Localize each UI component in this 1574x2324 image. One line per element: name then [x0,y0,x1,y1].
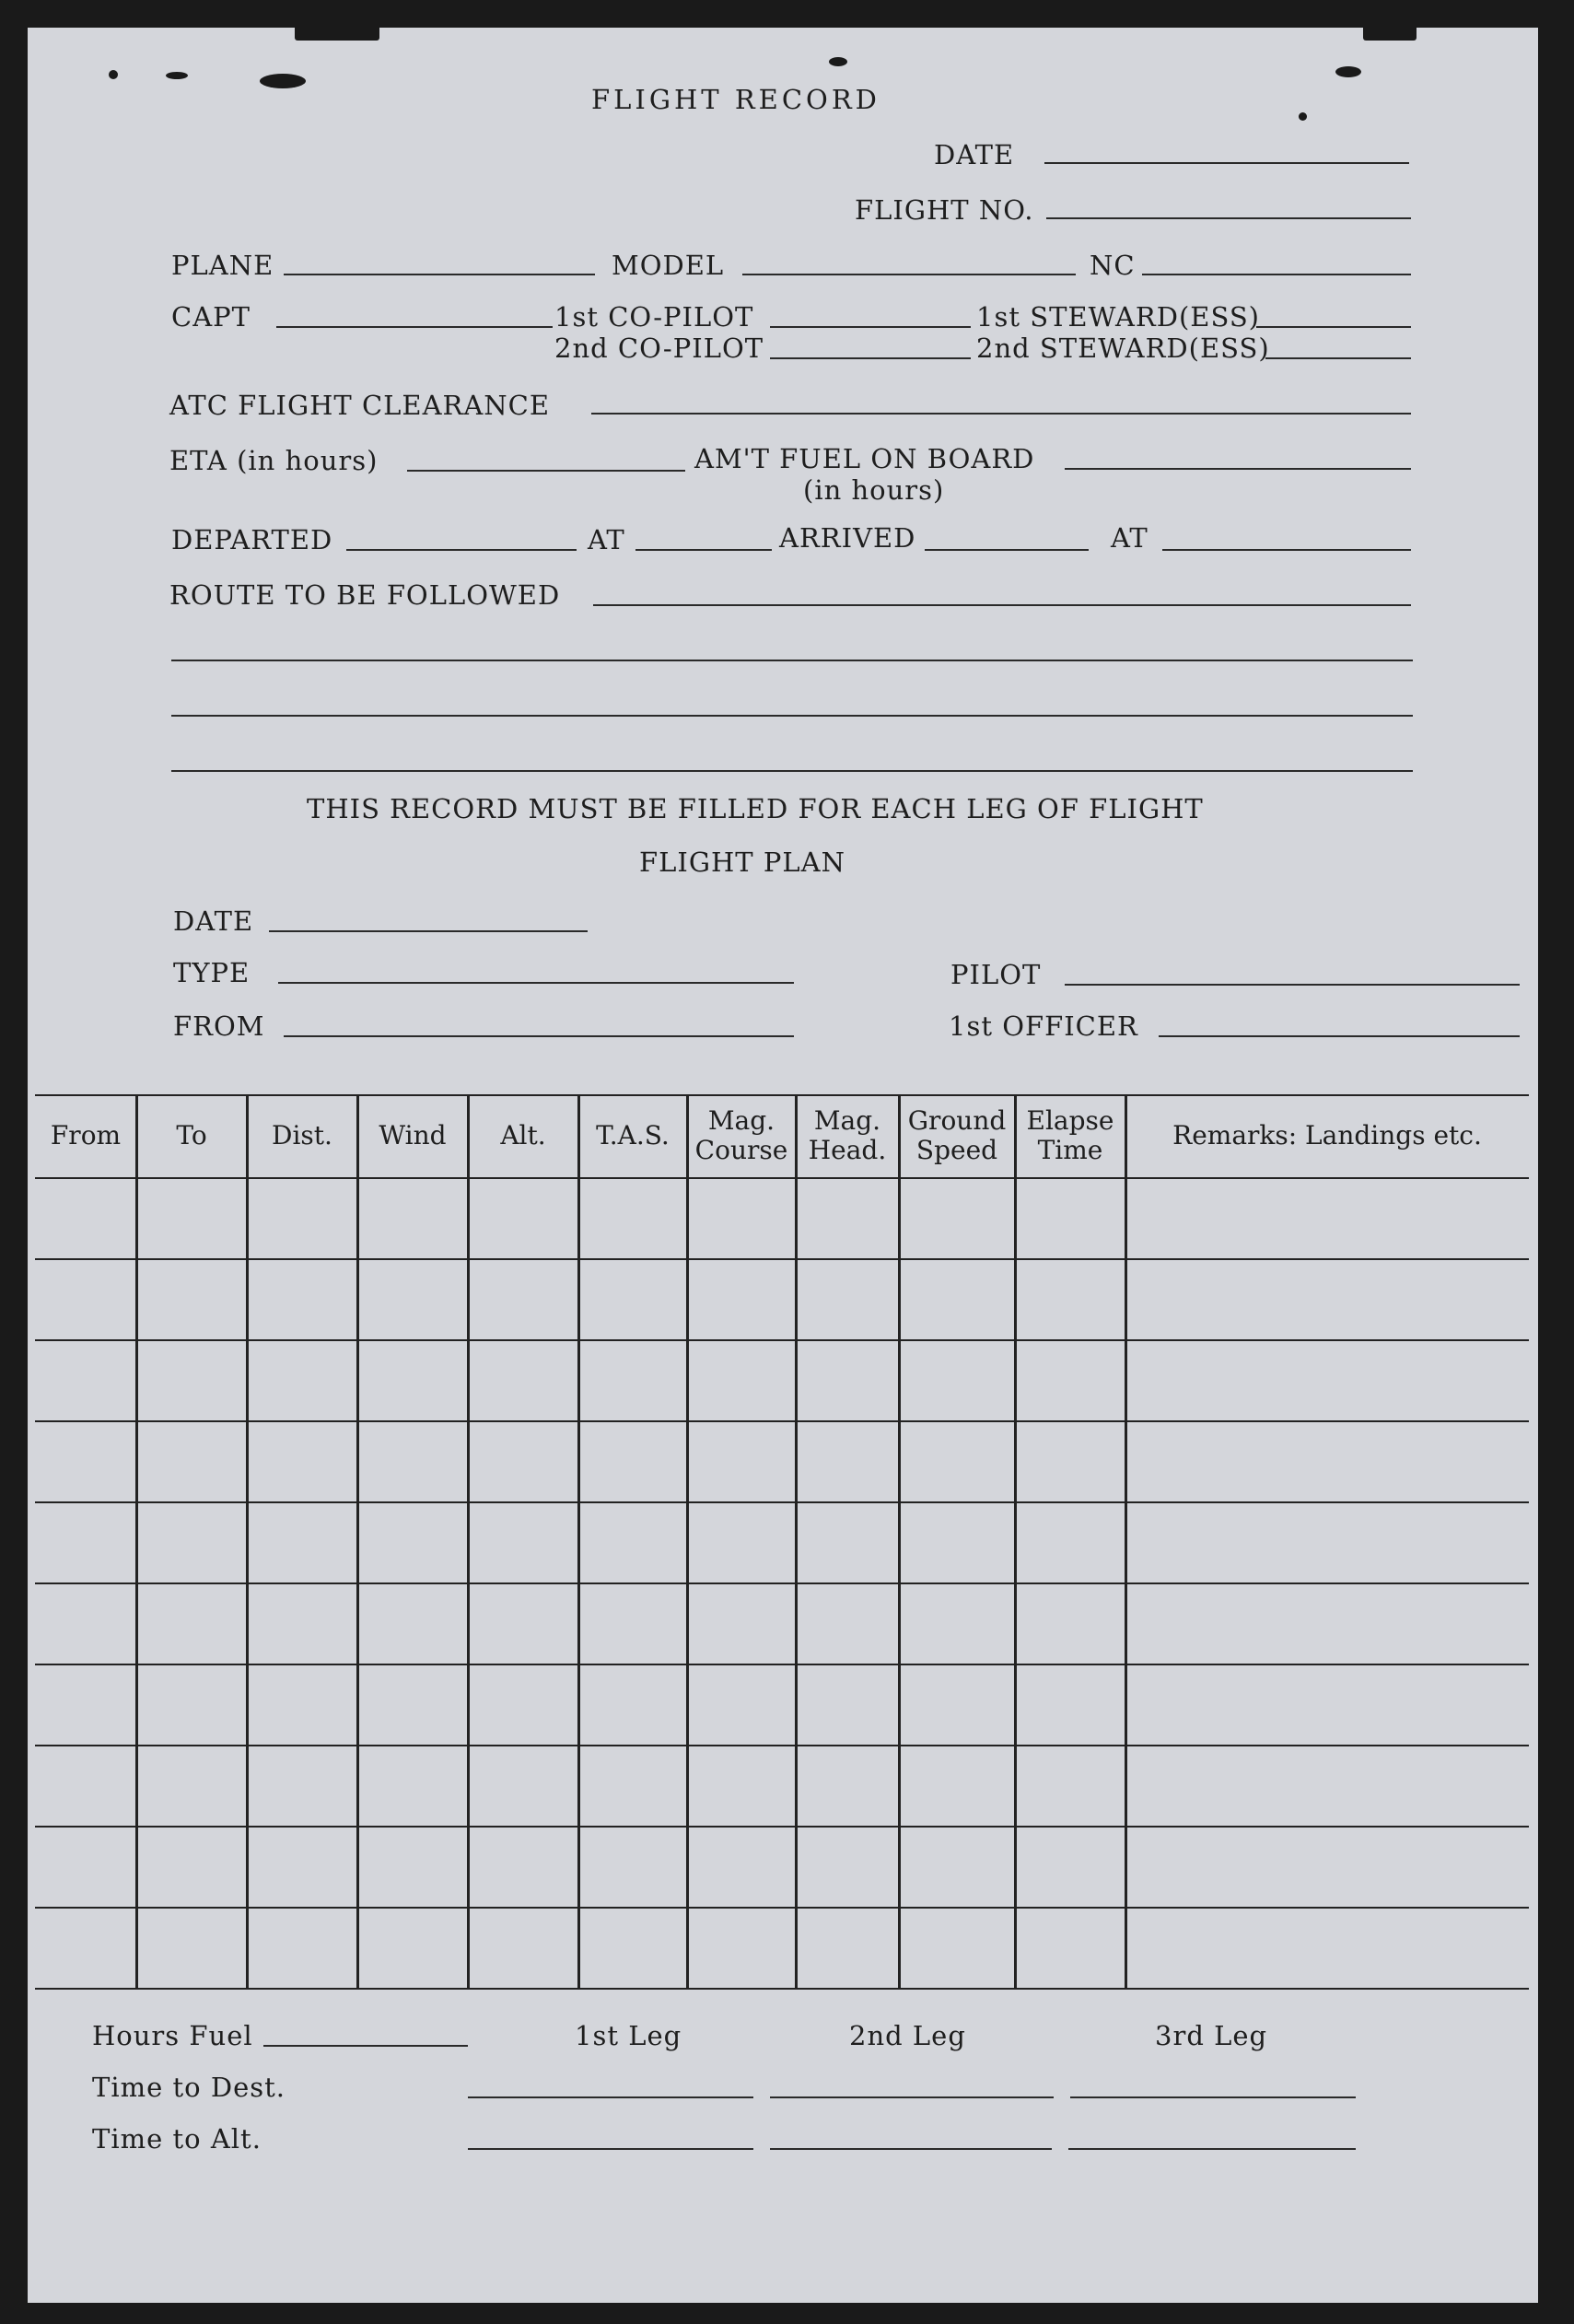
table-cell[interactable] [138,1260,245,1337]
table-cell[interactable] [470,1665,577,1743]
plan-type-label: TYPE [173,957,251,988]
table-cell[interactable] [689,1422,794,1500]
table-cell[interactable] [1017,1584,1124,1662]
table-cell[interactable] [798,1584,897,1662]
table-cell[interactable] [580,1584,685,1662]
time-to-dest-leg-2-field[interactable] [770,2096,1054,2098]
plan-date-label: DATE [173,905,254,937]
time-to-alt-leg-2-field[interactable] [770,2148,1052,2150]
table-cell[interactable] [470,1503,577,1581]
table-cell[interactable] [359,1909,466,1986]
form-page [28,28,1538,2303]
table-cell[interactable] [138,1665,245,1743]
table-cell[interactable] [138,1179,245,1256]
table-cell[interactable] [1127,1828,1527,1905]
table-cell[interactable] [359,1828,466,1905]
co-pilot-2-field[interactable] [770,357,971,359]
table-cell[interactable] [359,1503,466,1581]
table-cell[interactable] [37,1909,134,1986]
plan-pilot-label: PILOT [950,959,1042,990]
table-cell[interactable] [470,1422,577,1500]
table-cell[interactable] [901,1828,1013,1905]
table-cell[interactable] [138,1503,245,1581]
co-pilot-1-field[interactable] [770,326,971,328]
flight-plan-title: FLIGHT PLAN [639,847,845,878]
ink-blot [109,70,118,79]
table-cell[interactable] [901,1665,1013,1743]
steward-2-field[interactable] [1265,357,1411,359]
fuel-on-board-label: AM'T FUEL ON BOARD [694,443,1035,474]
plan-pilot-field[interactable] [1065,984,1520,986]
table-cell[interactable] [689,1260,794,1337]
steward-1-field[interactable] [1256,326,1411,328]
plan-from-field[interactable] [284,1035,794,1037]
table-cell[interactable] [580,1909,685,1986]
arrived-field[interactable] [925,549,1089,551]
co-pilot-2-label: 2nd CO-PILOT [554,333,764,364]
table-cell[interactable] [1017,1179,1124,1256]
table-cell[interactable] [37,1422,134,1500]
plan-date-field[interactable] [269,930,588,932]
table-cell[interactable] [689,1665,794,1743]
table-cell[interactable] [580,1746,685,1824]
table-cell[interactable] [1017,1341,1124,1419]
table-cell[interactable] [580,1665,685,1743]
table-header-cell: T.A.S. [596,1119,670,1150]
time-to-alt-leg-3-field[interactable] [1068,2148,1356,2150]
table-cell[interactable] [1127,1746,1527,1824]
fuel-on-board-field[interactable] [1065,468,1411,470]
table-cell[interactable] [138,1422,245,1500]
departed-at-field[interactable] [635,549,772,551]
table-cell[interactable] [580,1422,685,1500]
ink-blot [1335,66,1361,77]
table-cell[interactable] [37,1341,134,1419]
table-cell[interactable] [1127,1422,1527,1500]
table-cell[interactable] [901,1584,1013,1662]
table-cell[interactable] [1017,1909,1124,1986]
table-header-cell: Dist. [272,1119,332,1150]
table-cell[interactable] [37,1746,134,1824]
table-cell[interactable] [138,1828,245,1905]
table-cell[interactable] [580,1260,685,1337]
plan-from-label: FROM [173,1010,265,1042]
table-cell[interactable] [249,1665,356,1743]
table-cell[interactable] [1127,1503,1527,1581]
table-cell[interactable] [798,1665,897,1743]
table-cell[interactable] [901,1909,1013,1986]
hours-fuel-label: Hours Fuel [92,2020,253,2051]
route-field[interactable] [593,604,1411,606]
date-field[interactable] [1044,162,1409,164]
steward-1-label: 1st STEWARD(ESS) [976,301,1260,333]
table-cell[interactable] [689,1584,794,1662]
table-header-cell: Ground Speed [907,1104,1007,1165]
table-cell[interactable] [37,1503,134,1581]
leg-3-label: 3rd Leg [1155,2020,1268,2051]
table-cell[interactable] [470,1260,577,1337]
atc-clearance-label: ATC FLIGHT CLEARANCE [169,390,551,421]
departed-field[interactable] [346,549,577,551]
table-cell[interactable] [470,1584,577,1662]
table-cell[interactable] [901,1341,1013,1419]
departed-label: DEPARTED [171,524,333,555]
route-field-line[interactable] [171,660,1413,661]
ink-blot [829,57,847,66]
table-cell[interactable] [689,1909,794,1986]
leg-2-label: 2nd Leg [849,2020,966,2051]
time-to-alt-leg-1-field[interactable] [468,2148,753,2150]
table-cell[interactable] [901,1179,1013,1256]
plan-officer-label: 1st OFFICER [949,1010,1138,1042]
table-cell[interactable] [1017,1746,1124,1824]
plan-type-field[interactable] [278,982,794,984]
table-cell[interactable] [37,1179,134,1256]
table-cell[interactable] [1127,1909,1527,1986]
table-cell[interactable] [1127,1584,1527,1662]
table-header-cell: To [176,1119,207,1150]
table-cell[interactable] [359,1665,466,1743]
table-cell[interactable] [1017,1422,1124,1500]
plane-label: PLANE [171,250,274,281]
table-cell[interactable] [901,1746,1013,1824]
table-header-cell: From [50,1119,122,1150]
table-cell[interactable] [138,1909,245,1986]
table-cell[interactable] [1017,1260,1124,1337]
eta-label: ETA (in hours) [169,445,379,476]
time-to-dest-leg-1-field[interactable] [468,2096,753,2098]
hours-fuel-field[interactable] [263,2045,468,2047]
table-cell[interactable] [798,1341,897,1419]
table-cell[interactable] [798,1503,897,1581]
table-cell[interactable] [689,1503,794,1581]
plane-field[interactable] [284,274,595,275]
table-header-cell: Remarks: Landings etc. [1172,1119,1482,1150]
plan-officer-field[interactable] [1159,1035,1520,1037]
table-cell[interactable] [249,1746,356,1824]
table-cell[interactable] [1017,1503,1124,1581]
table-cell[interactable] [37,1584,134,1662]
eta-field[interactable] [407,470,685,472]
table-header-cell: Mag. Head. [808,1104,887,1165]
date-label: DATE [934,139,1015,170]
model-label: MODEL [612,250,725,281]
table-cell[interactable] [359,1260,466,1337]
table-cell[interactable] [359,1584,466,1662]
nc-label: NC [1090,250,1136,281]
ink-blot [1363,28,1417,41]
table-cell[interactable] [37,1665,134,1743]
capt-label: CAPT [171,301,251,333]
table-cell[interactable] [1017,1828,1124,1905]
table-cell[interactable] [1017,1665,1124,1743]
table-cell[interactable] [138,1584,245,1662]
departed-at-label: AT [588,524,625,555]
arrived-at-field[interactable] [1162,549,1411,551]
table-cell[interactable] [470,1909,577,1986]
ink-blot [260,74,306,88]
table-cell[interactable] [901,1260,1013,1337]
table-cell[interactable] [359,1179,466,1256]
table-cell[interactable] [689,1746,794,1824]
time-to-dest-label: Time to Dest. [92,2072,286,2103]
table-cell[interactable] [901,1503,1013,1581]
table-cell[interactable] [470,1828,577,1905]
table-cell[interactable] [1127,1179,1527,1256]
arrived-at-label: AT [1111,522,1148,554]
route-label: ROUTE TO BE FOLLOWED [169,579,561,611]
table-cell[interactable] [798,1260,897,1337]
table-cell[interactable] [359,1341,466,1419]
table-cell[interactable] [359,1746,466,1824]
co-pilot-1-label: 1st CO-PILOT [554,301,754,333]
ink-blot [1299,112,1307,121]
form-title: FLIGHT RECORD [591,84,880,115]
atc-clearance-field[interactable] [591,413,1411,415]
table-cell[interactable] [37,1828,134,1905]
table-cell[interactable] [1127,1341,1527,1419]
steward-2-label: 2nd STEWARD(ESS) [976,333,1270,364]
table-header-cell: Wind [379,1119,447,1150]
table-cell[interactable] [580,1503,685,1581]
fuel-unit-label: (in hours) [803,474,945,506]
ink-blot [166,72,188,79]
table-cell[interactable] [798,1909,897,1986]
table-cell[interactable] [249,1341,356,1419]
table-cell[interactable] [359,1422,466,1500]
table-cell[interactable] [689,1179,794,1256]
flight-no-label: FLIGHT NO. [855,194,1034,226]
table-cell[interactable] [37,1260,134,1337]
capt-field[interactable] [276,326,553,328]
table-cell[interactable] [249,1422,356,1500]
route-field-line[interactable] [171,770,1413,772]
table-cell[interactable] [1127,1665,1527,1743]
time-to-dest-leg-3-field[interactable] [1070,2096,1356,2098]
table-cell[interactable] [249,1179,356,1256]
leg-1-label: 1st Leg [575,2020,682,2051]
table-cell[interactable] [798,1828,897,1905]
table-cell[interactable] [580,1828,685,1905]
time-to-alt-label: Time to Alt. [92,2123,262,2155]
table-cell[interactable] [249,1503,356,1581]
table-header-cell: Mag. Course [694,1104,788,1165]
arrived-label: ARRIVED [779,522,916,554]
table-cell[interactable] [470,1179,577,1256]
table-cell[interactable] [249,1828,356,1905]
table-cell[interactable] [798,1746,897,1824]
table-cell[interactable] [249,1260,356,1337]
nc-field[interactable] [1142,274,1411,275]
flight-no-field[interactable] [1046,217,1411,219]
table-header-cell: Elapse Time [1026,1104,1114,1165]
table-cell[interactable] [689,1828,794,1905]
table-cell[interactable] [580,1179,685,1256]
table-cell[interactable] [580,1341,685,1419]
table-cell[interactable] [1127,1260,1527,1337]
table-cell[interactable] [138,1746,245,1824]
table-cell[interactable] [470,1746,577,1824]
table-cell[interactable] [798,1422,897,1500]
table-cell[interactable] [249,1584,356,1662]
table-cell[interactable] [901,1422,1013,1500]
table-cell[interactable] [689,1341,794,1419]
table-cell[interactable] [470,1341,577,1419]
ink-blot [295,28,379,41]
table-header-cell: Alt. [500,1119,546,1150]
table-cell[interactable] [249,1909,356,1986]
table-bottom-border [35,1988,1529,1990]
model-field[interactable] [742,274,1076,275]
notice-text: THIS RECORD MUST BE FILLED FOR EACH LEG OF FLIGHT [307,793,1204,824]
table-cell[interactable] [798,1179,897,1256]
route-field-line[interactable] [171,715,1413,717]
table-cell[interactable] [138,1341,245,1419]
